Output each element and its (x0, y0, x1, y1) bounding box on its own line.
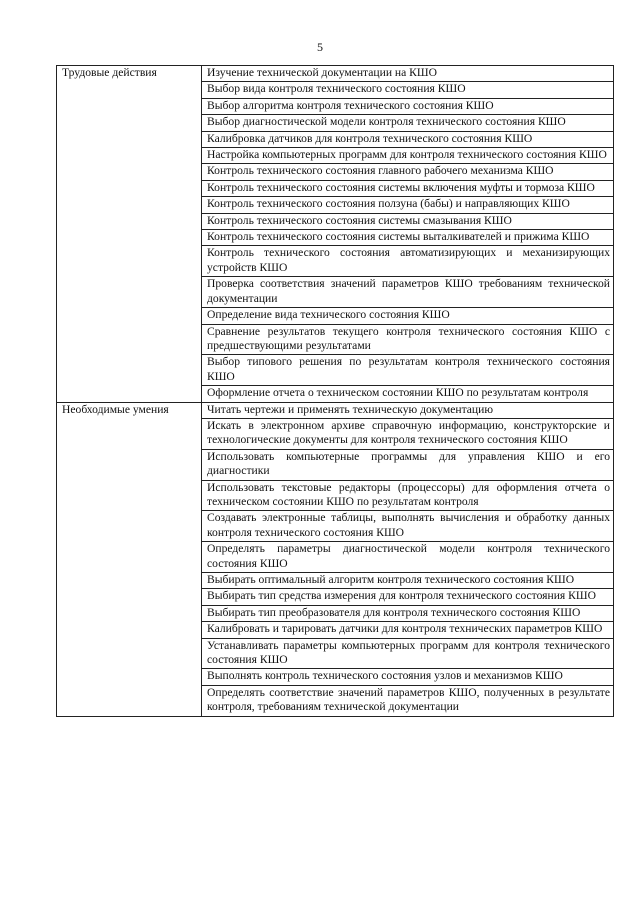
section-item: Контроль технического состояния системы включения муфты и тормоза КШО (202, 180, 614, 196)
section-item: Сравнение результатов текущего контроля технического состояния КШО с предшествующими результатами (202, 324, 614, 355)
section-item: Определять параметры диагностической модели контроля технического состояния КШО (202, 542, 614, 573)
section-title: Трудовые действия (57, 66, 202, 403)
section-item: Оформление отчета о техническом состоянии КШО по результатам контроля (202, 386, 614, 402)
section-item: Контроль технического состояния главного рабочего механизма КШО (202, 164, 614, 180)
section-item: Определять соответствие значений параметров КШО, полученных в результате контроля, требованиям технической документации (202, 685, 614, 716)
section-item: Определение вида технического состояния КШО (202, 308, 614, 324)
section-item: Выбор диагностической модели контроля технического состояния КШО (202, 115, 614, 131)
section-item: Выбирать тип преобразователя для контроля технического состояния КШО (202, 605, 614, 621)
section-item: Устанавливать параметры компьютерных программ для контроля технического состояния КШО (202, 638, 614, 669)
section-item: Калибровка датчиков для контроля технического состояния КШО (202, 131, 614, 147)
table-row (57, 402, 614, 418)
section-item: Контроль технического состояния системы смазывания КШО (202, 213, 614, 229)
section-item: Калибровать и тарировать датчики для контроля технических параметров КШО (202, 622, 614, 638)
section-item: Выбирать тип средства измерения для контроля технического состояния КШО (202, 589, 614, 605)
page-number: 5 (317, 40, 323, 54)
section-item: Контроль технического состояния автоматизирующих и механизирующих устройств КШО (202, 246, 614, 277)
section-item: Выбор алгоритма контроля технического состояния КШО (202, 98, 614, 114)
section-item: Читать чертежи и применять техническую документацию (202, 402, 614, 418)
section-item: Выбор вида контроля технического состояния КШО (202, 82, 614, 98)
section-item: Проверка соответствия значений параметров КШО требованиям технической документации (202, 277, 614, 308)
section-title: Необходимые умения (57, 402, 202, 716)
section-item: Использовать текстовые редакторы (процессоры) для оформления отчета о техническом состоянии КШО по результатам контроля (202, 480, 614, 511)
section-item: Выполнять контроль технического состояния узлов и механизмов КШО (202, 669, 614, 685)
section-item: Использовать компьютерные программы для управления КШО и его диагностики (202, 449, 614, 480)
section-item: Изучение технической документации на КШО (202, 66, 614, 82)
section-item: Настройка компьютерных программ для контроля технического состояния КШО (202, 148, 614, 164)
section-item: Выбор типового решения по результатам контроля технического состояния КШО (202, 355, 614, 386)
section-item: Искать в электронном архиве справочную информацию, конструкторские и технологические документы для контроля технического состояния КШО (202, 418, 614, 449)
section-item: Создавать электронные таблицы, выполнять вычисления и обработку данных контроля технического состояния КШО (202, 511, 614, 542)
section-item: Выбирать оптимальный алгоритм контроля технического состояния КШО (202, 573, 614, 589)
section-item: Контроль технического состояния ползуна (бабы) и направляющих КШО (202, 197, 614, 213)
section-item: Контроль технического состояния системы выталкивателей и прижима КШО (202, 230, 614, 246)
requirements-table (56, 65, 614, 717)
table-row (57, 66, 614, 82)
